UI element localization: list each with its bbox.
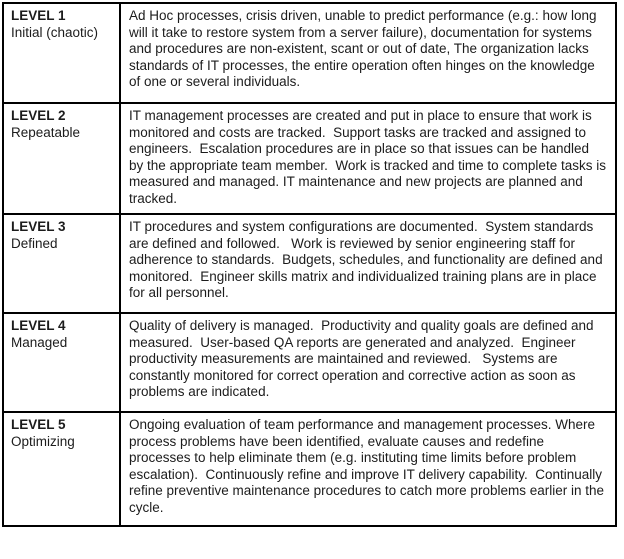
- level-4-title: LEVEL 4: [11, 318, 66, 333]
- level-1-name: Initial (chaotic): [11, 24, 99, 40]
- level-4-cell: [4, 314, 121, 411]
- table-row-level-3: [4, 213, 615, 312]
- level-5-description: Ongoing evaluation of team performance and management processes. Where process problems have been identified, evaluate causes and redefine processes to help eliminate them (e.g. instituting time limits before problem escalation). Continuously refine and improve IT delivery capability. Continually refine preventive maintenance procedures to catch more problems earlier in the cycle.: [129, 417, 608, 515]
- level-3-name: Defined: [11, 235, 58, 251]
- maturity-levels-table: [2, 2, 617, 527]
- level-2-description: IT management processes are created and put in place to ensure that work is monitored and costs are tracked. Support tasks are tracked and assigned to engineers. Escalation procedures are in place so that issues can be handled by the appropriate team member. Work is tracked and time to complete tasks is measured and managed. IT maintenance and new projects are planned and tracked.: [129, 108, 610, 206]
- level-4-description: Quality of delivery is managed. Productivity and quality goals are defined and measured. User-based QA reports are generated and analyzed. Engineer productivity measurements are maintained and reviewed. Systems are constantly monitored for correct operation and corrective action as soon as problems are indicated.: [129, 318, 598, 399]
- table-row-level-1: [4, 4, 615, 102]
- level-5-cell: [4, 413, 121, 525]
- table-row-level-4: [4, 312, 615, 411]
- level-1-title: LEVEL 1: [11, 8, 66, 23]
- level-5-name: Optimizing: [11, 433, 75, 449]
- level-2-cell: [4, 104, 121, 213]
- level-5-title: LEVEL 5: [11, 417, 66, 432]
- level-1-cell: [4, 4, 121, 102]
- level-2-name: Repeatable: [11, 124, 81, 140]
- level-3-title: LEVEL 3: [11, 219, 66, 234]
- level-1-description: Ad Hoc processes, crisis driven, unable to predict performance (e.g.: how long will it take to restore system from a server failure), documentation for systems and procedures are non-existent, scant or out of date, The organization lacks standards of IT processes, the entire operation often hinges on the knowledge of one or several individuals.: [129, 8, 601, 89]
- level-2-title: LEVEL 2: [11, 108, 66, 123]
- level-3-cell: [4, 215, 121, 312]
- level-3-description: IT procedures and system configurations are documented. System standards are defined and followed. Work is reviewed by senior engineering staff for adherence to standards. Budgets, schedules, and functionality are defined and monitored. Engineer skills matrix and individualized training plans are in place for all personnel.: [129, 219, 607, 300]
- table-row-level-5: [4, 411, 615, 525]
- level-4-name: Managed: [11, 334, 68, 350]
- table-row-level-2: [4, 102, 615, 213]
